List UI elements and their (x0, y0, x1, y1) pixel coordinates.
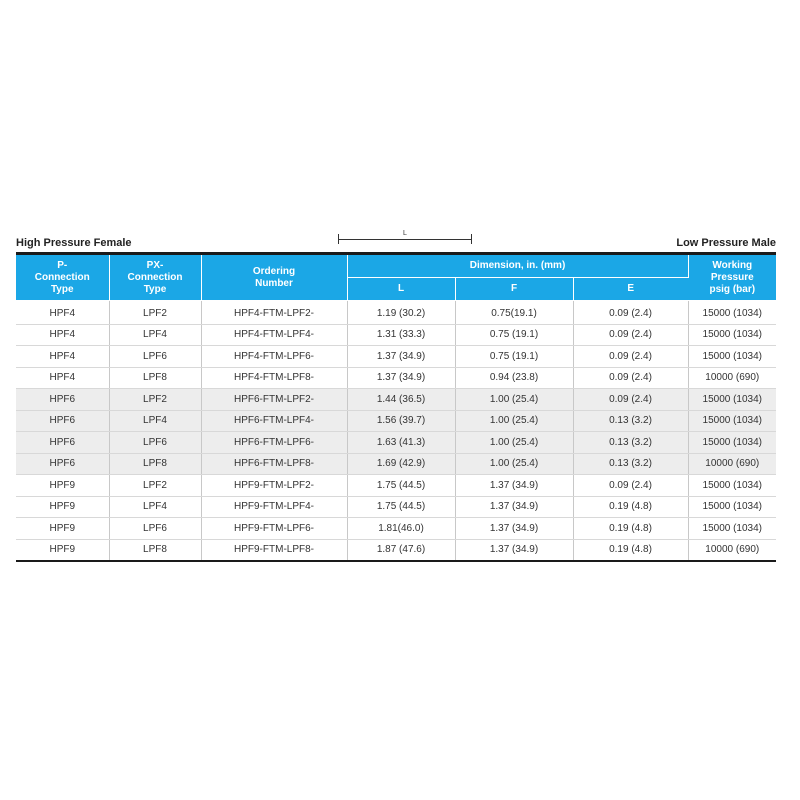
header-px-connection-type: PX- Connection Type (109, 254, 201, 301)
cell-dim-l: 1.44 (36.5) (347, 389, 455, 411)
table-captions (16, 231, 776, 251)
table-row (16, 410, 776, 432)
header-dim-e: E (573, 278, 688, 301)
cell-dim-f: 1.00 (25.4) (455, 432, 573, 454)
cell-px-connection-type: LPF2 (109, 475, 201, 497)
cell-dim-e: 0.19 (4.8) (573, 539, 688, 561)
cell-ordering-number: HPF4-FTM-LPF6- (201, 346, 347, 368)
cell-ordering-number: HPF6-FTM-LPF6- (201, 432, 347, 454)
cell-ordering-number: HPF4-FTM-LPF4- (201, 324, 347, 346)
dimension-bar (338, 239, 472, 240)
header-dim-f: F (455, 278, 573, 301)
cell-p-connection-type: HPF6 (16, 432, 109, 454)
cell-dim-f: 1.00 (25.4) (455, 453, 573, 475)
table-row (16, 453, 776, 475)
cell-dim-f: 0.75(19.1) (455, 301, 573, 325)
cell-dim-f: 1.00 (25.4) (455, 389, 573, 411)
header-dimension: Dimension, in. (mm) (347, 254, 688, 278)
cell-working-pressure: 15000 (1034) (688, 389, 776, 411)
table-row (16, 496, 776, 518)
cell-dim-e: 0.09 (2.4) (573, 324, 688, 346)
cell-dim-e: 0.09 (2.4) (573, 475, 688, 497)
cell-px-connection-type: LPF8 (109, 453, 201, 475)
cell-ordering-number: HPF9-FTM-LPF4- (201, 496, 347, 518)
cell-p-connection-type: HPF4 (16, 367, 109, 389)
cell-dim-l: 1.75 (44.5) (347, 496, 455, 518)
cell-working-pressure: 10000 (690) (688, 367, 776, 389)
cell-working-pressure: 15000 (1034) (688, 324, 776, 346)
cell-px-connection-type: LPF4 (109, 496, 201, 518)
cell-ordering-number: HPF6-FTM-LPF8- (201, 453, 347, 475)
cell-dim-f: 0.94 (23.8) (455, 367, 573, 389)
cell-working-pressure: 10000 (690) (688, 539, 776, 561)
cell-dim-l: 1.81(46.0) (347, 518, 455, 540)
cell-working-pressure: 15000 (1034) (688, 475, 776, 497)
cell-px-connection-type: LPF4 (109, 324, 201, 346)
cell-dim-f: 0.75 (19.1) (455, 346, 573, 368)
cell-dim-f: 0.75 (19.1) (455, 324, 573, 346)
cell-ordering-number: HPF6-FTM-LPF4- (201, 410, 347, 432)
cell-p-connection-type: HPF6 (16, 453, 109, 475)
cell-working-pressure: 15000 (1034) (688, 410, 776, 432)
cell-dim-l: 1.63 (41.3) (347, 432, 455, 454)
caption-high-pressure-female: High Pressure Female (16, 237, 132, 249)
cell-dim-e: 0.09 (2.4) (573, 389, 688, 411)
cell-p-connection-type: HPF9 (16, 475, 109, 497)
cell-dim-l: 1.19 (30.2) (347, 301, 455, 325)
cell-px-connection-type: LPF2 (109, 301, 201, 325)
cell-dim-e: 0.13 (3.2) (573, 453, 688, 475)
table-row (16, 432, 776, 454)
cell-dim-f: 1.37 (34.9) (455, 475, 573, 497)
cell-p-connection-type: HPF6 (16, 389, 109, 411)
cell-working-pressure: 15000 (1034) (688, 432, 776, 454)
cell-working-pressure: 15000 (1034) (688, 346, 776, 368)
cell-ordering-number: HPF4-FTM-LPF8- (201, 367, 347, 389)
cell-dim-e: 0.09 (2.4) (573, 367, 688, 389)
cell-working-pressure: 15000 (1034) (688, 518, 776, 540)
cell-p-connection-type: HPF9 (16, 539, 109, 561)
table-body (16, 301, 776, 562)
cell-dim-l: 1.31 (33.3) (347, 324, 455, 346)
cell-ordering-number: HPF9-FTM-LPF2- (201, 475, 347, 497)
cell-dim-e: 0.13 (3.2) (573, 410, 688, 432)
cell-dim-f: 1.37 (34.9) (455, 539, 573, 561)
cell-px-connection-type: LPF2 (109, 389, 201, 411)
cell-px-connection-type: LPF6 (109, 432, 201, 454)
header-working-pressure: Working Pressure psig (bar) (688, 254, 776, 301)
cell-p-connection-type: HPF9 (16, 496, 109, 518)
dimension-marker-label: L (403, 230, 407, 237)
table-row (16, 475, 776, 497)
cell-ordering-number: HPF6-FTM-LPF2- (201, 389, 347, 411)
cell-px-connection-type: LPF6 (109, 346, 201, 368)
cell-ordering-number: HPF4-FTM-LPF2- (201, 301, 347, 325)
table-row (16, 301, 776, 325)
cell-dim-e: 0.09 (2.4) (573, 301, 688, 325)
header-p-connection-type: P- Connection Type (16, 254, 109, 301)
cell-p-connection-type: HPF9 (16, 518, 109, 540)
cell-dim-e: 0.19 (4.8) (573, 518, 688, 540)
cell-dim-e: 0.19 (4.8) (573, 496, 688, 518)
cell-dim-l: 1.87 (47.6) (347, 539, 455, 561)
cell-dim-f: 1.37 (34.9) (455, 496, 573, 518)
table-row (16, 539, 776, 561)
cell-px-connection-type: LPF8 (109, 539, 201, 561)
cell-dim-l: 1.69 (42.9) (347, 453, 455, 475)
table-row (16, 346, 776, 368)
table-row (16, 324, 776, 346)
cell-dim-f: 1.37 (34.9) (455, 518, 573, 540)
header-dim-l: L (347, 278, 455, 301)
table-row (16, 518, 776, 540)
table-row (16, 389, 776, 411)
cell-dim-l: 1.37 (34.9) (347, 346, 455, 368)
cell-ordering-number: HPF9-FTM-LPF8- (201, 539, 347, 561)
cell-dim-l: 1.56 (39.7) (347, 410, 455, 432)
cell-dim-l: 1.37 (34.9) (347, 367, 455, 389)
table-row (16, 367, 776, 389)
cell-working-pressure: 15000 (1034) (688, 496, 776, 518)
cell-working-pressure: 15000 (1034) (688, 301, 776, 325)
header-ordering-number: Ordering Number (201, 254, 347, 301)
cell-dim-l: 1.75 (44.5) (347, 475, 455, 497)
dimension-marker (338, 231, 472, 247)
cell-px-connection-type: LPF6 (109, 518, 201, 540)
cell-ordering-number: HPF9-FTM-LPF6- (201, 518, 347, 540)
cell-dim-f: 1.00 (25.4) (455, 410, 573, 432)
spec-table (16, 252, 776, 562)
cell-p-connection-type: HPF6 (16, 410, 109, 432)
cell-working-pressure: 10000 (690) (688, 453, 776, 475)
table-header (16, 254, 776, 301)
cell-px-connection-type: LPF4 (109, 410, 201, 432)
cell-dim-e: 0.09 (2.4) (573, 346, 688, 368)
cell-p-connection-type: HPF4 (16, 346, 109, 368)
cell-px-connection-type: LPF8 (109, 367, 201, 389)
cell-p-connection-type: HPF4 (16, 301, 109, 325)
cell-dim-e: 0.13 (3.2) (573, 432, 688, 454)
caption-low-pressure-male: Low Pressure Male (676, 237, 776, 249)
cell-p-connection-type: HPF4 (16, 324, 109, 346)
